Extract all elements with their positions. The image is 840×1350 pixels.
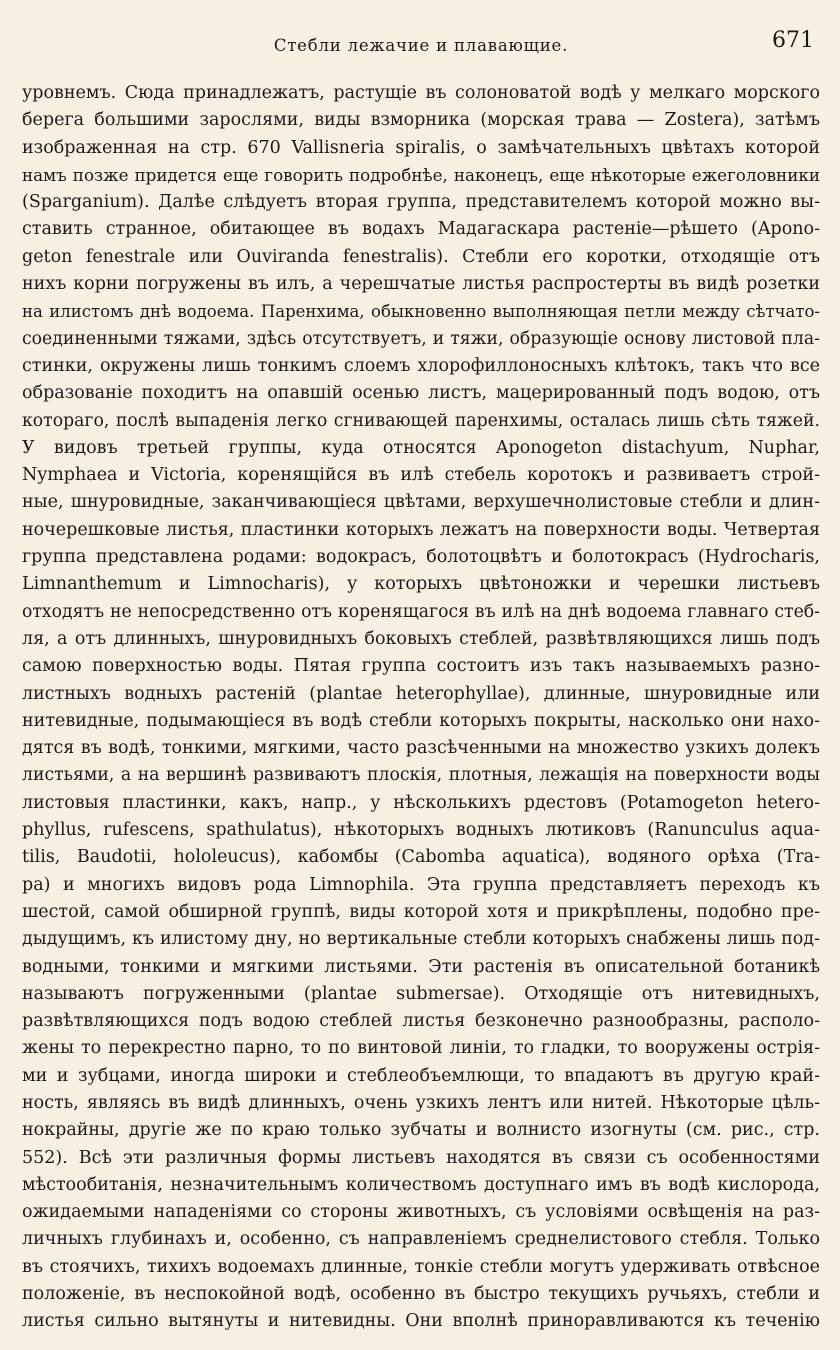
text-line: ставить странное, обитающее въ водахъ Мадагаскара растеніе—рѣшето (Apono-: [22, 219, 820, 240]
body-text: [22, 80, 820, 1336]
text-line: мѣстообитанія, незначительнымъ количествомъ доступнаго имъ въ водѣ кислорода,: [22, 1174, 820, 1195]
text-line: группа представлена родами: водокрасъ, болотоцвѣтъ и болотокрасъ (Hydrocharis,: [22, 547, 820, 568]
text-line: ля, а отъ длинныхъ, шнуровидныхъ боковыхъ стеблей, развѣтвляющихся лишь подъ: [22, 628, 820, 649]
text-line: намъ позже придется еще говорить подробнѣе, наконецъ, еще нѣкоторые ежеголовники: [22, 164, 820, 185]
text-line: листьями, а на вершинѣ развиваютъ плоскія, плотныя, лежащія на поверхности воды: [22, 765, 820, 786]
text-line: берега большими зарослями, виды взморника (морская трава — Zostera), затѣмъ: [22, 110, 820, 131]
text-line: самою поверхностью воды. Пятая группа состоитъ изъ такъ называемыхъ разно-: [22, 656, 820, 677]
text-line: отходятъ не непосредственно отъ коренящагося въ илѣ на днѣ водоема главнаго стеб-: [22, 601, 820, 622]
text-line: соединенными тяжами, здѣсь отсутствуетъ, и тяжи, образующіе основу листовой пла-: [22, 328, 820, 349]
text-line: ные, шнуровидные, заканчивающіеся цвѣтами, верхушечнолистовые стебли и длин-: [22, 492, 820, 513]
text-line: листныхъ водныхъ растеній (plantae heterophyllae), длинные, шнуровидные или: [22, 683, 820, 704]
text-line: ночерешковые листья, пластинки которыхъ лежатъ на поверхности воды. Четвертая: [22, 519, 820, 540]
text-line: 552). Всѣ эти различныя формы листьевъ находятся въ связи съ особенностями: [22, 1147, 820, 1168]
text-line: нитевидные, подымающіеся въ водѣ стебли которыхъ покрыты, насколько они нахо-: [22, 710, 820, 731]
text-line: ность, являясь въ видѣ длинныхъ, очень узкихъ лентъ или нитей. Нѣкоторые цѣль-: [22, 1092, 820, 1113]
text-line: положеніе, въ неспокойной водѣ, особенно въ быстро текущихъ ручьяхъ, стебли и: [22, 1284, 820, 1305]
text-line: pa) и многихъ видовъ рода Limnophila. Эта группа представляетъ переходъ къ: [22, 874, 820, 895]
page-number: 671: [772, 28, 814, 53]
text-line: У видовъ третьей группы, куда относятся Aponogeton distachyum, Nuphar,: [22, 437, 820, 458]
text-line: дятся въ водѣ, тонкими, мягкими, часто разсѣченными на множество узкихъ долекъ: [22, 738, 820, 759]
text-line: дыдущимъ, къ илистому дну, но вертикальные стебли которыхъ снабжены лишь под-: [22, 929, 820, 950]
text-line: Nymphaea и Victoria, корeнящійся въ илѣ стебель коротокъ и развиваетъ строй-: [22, 465, 820, 486]
text-line: называютъ погруженными (plantae submersae). Отходящіе отъ нитевидныхъ,: [22, 983, 820, 1004]
text-line: шестой, самой обширной группѣ, виды которой хотя и прикрѣплены, подобно пре-: [22, 901, 820, 922]
text-line: изображенная на стр. 670 Vallisneria spiralis, о замѣчательныхъ цвѣтахъ которой: [22, 137, 820, 158]
text-line: стинки, окружены лишь тонкимъ слоемъ хлорофиллоносныхъ клѣтокъ, такъ что все: [22, 355, 820, 376]
page-header: [22, 28, 820, 68]
text-line: личныхъ глубинахъ и, особенно, съ направленіемъ среднелистового стебля. Только: [22, 1229, 820, 1250]
text-line: ожидаемыми нападеніями со стороны животныхъ, съ условіями освѣщенія на раз-: [22, 1202, 820, 1223]
text-line: geton fenestrale или Ouviranda fenestralis). Стебли его коротки, отходящіе отъ: [22, 246, 820, 267]
text-line: на илистомъ днѣ водоема. Паренхима, обыкновенно выполняющая петли между сѣтчато-: [22, 302, 820, 322]
text-line: котораго, послѣ выпаденія легко сгнивающей паренхимы, осталась лишь сѣть тяжей.: [22, 410, 820, 431]
text-line: листья сильно вытянуты и нитевидны. Они вполнѣ приноравливаются къ теченію: [22, 1311, 820, 1332]
text-line: нихъ корни погружены въ илъ, а черешчатые листья распростерты въ видѣ розетки: [22, 274, 820, 295]
text-line: образованіе походитъ на опавшій осенью листъ, мацерированный подъ водою, отъ: [22, 383, 820, 404]
text-line: листовыя пластинки, какъ, напр., у нѣсколькихъ рдестовъ (Potamogeton hetero-: [22, 792, 820, 813]
text-line: phyllus, rufescens, spathulatus), нѣкоторыхъ водныхъ лютиковъ (Ranunculus aqua-: [22, 820, 820, 841]
text-line: (Sparganium). Далѣе слѣдуетъ вторая группа, представителемъ которой можно вы-: [22, 192, 820, 213]
text-line: tilis, Baudotii, hololeucus), кабомбы (Cabomba aquatica), водяного орѣха (Tra-: [22, 847, 820, 868]
text-line: развѣтвляющихся подъ водою стеблей листья безконечно разнообразны, располо-: [22, 1011, 820, 1032]
text-line: уровнемъ. Сюда принадлежатъ, растущіе въ солоноватой водѣ у мелкаго морского: [22, 83, 820, 103]
text-line: жены то перекрестно парно, то по винтовой линіи, то гладки, то вооружены острія-: [22, 1038, 820, 1059]
text-line: ми и зубцами, иногда широки и стеблеобъемлющи, то впадаютъ въ другую край-: [22, 1065, 820, 1086]
running-head: Стебли лежачие и плавающие.: [273, 36, 569, 55]
text-line: въ стоячихъ, тихихъ водоемахъ длинные, тонкіе стебли могутъ удерживать отвѣсное: [22, 1256, 820, 1277]
text-line: водными, тонкими и мягкими листьями. Эти растенія въ описательной ботаникѣ: [22, 956, 820, 977]
text-line: нокрайны, другіе же по краю только зубчаты и волнисто изогнуты (см. рис., стр.: [22, 1120, 820, 1141]
text-line: Limnanthemum и Limnocharis), у которыхъ цвѣтоножки и черешки листьевъ: [22, 574, 820, 595]
